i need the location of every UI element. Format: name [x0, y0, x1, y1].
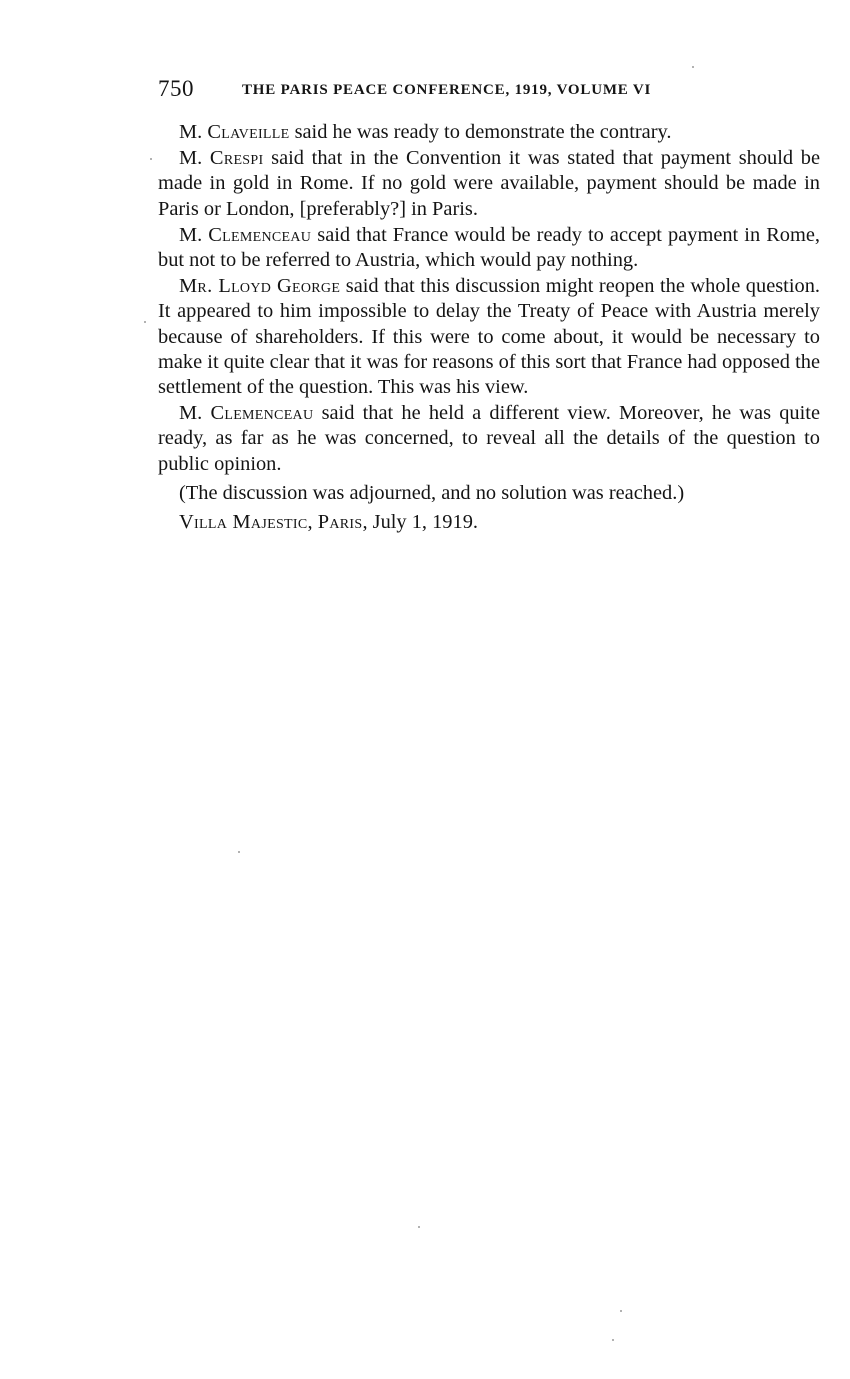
speaker-prefix: M.: [179, 402, 211, 425]
document-page: [158, 76, 820, 535]
speaker-name: Mr. Lloyd George: [179, 275, 341, 298]
closing-note: (The discussion was adjourned, and no solution was reached.): [179, 481, 685, 504]
dateline-place: Villa Majestic: [179, 511, 308, 534]
paragraph-text: said that in the Convention it was stated that payment should be made in gold in Rome. If no gold were available, payment should be made in Paris or London, [preferably?] in Paris.: [158, 147, 820, 220]
paragraph-text: said he was ready to demonstrate the contrary.: [289, 121, 672, 143]
scan-speck: [238, 851, 240, 853]
scan-speck: [612, 1339, 614, 1341]
speaker-prefix: M.: [179, 147, 210, 170]
scan-speck: [692, 66, 694, 68]
dateline: [158, 510, 820, 535]
paragraph-claveille: [158, 120, 820, 145]
dateline-date: , July 1, 1919.: [362, 511, 478, 534]
speaker-name: Clemenceau: [210, 402, 314, 425]
page-number: 750: [158, 76, 194, 101]
speaker-name: Claveille: [207, 121, 290, 143]
paragraph-text: said that he held a different view. Moreover, he was quite ready, as far as he was concerned, to reveal all the details of the question to public opinion.: [158, 402, 821, 475]
speaker-name: Clemenceau: [208, 223, 312, 246]
paragraph-text: said that this discussion might reopen the whole question. It appeared to him impossible to delay the Treaty of Peace with Austria merely because of shareholders. If this were to come about, it would be necessary to make it quite clear that it was for reasons of this sort that France had opposed the settlement of the question. This was his view.: [158, 275, 820, 399]
speaker-prefix: M.: [179, 223, 209, 246]
paragraph-clemenceau-1: [158, 223, 820, 273]
running-title: THE PARIS PEACE CONFERENCE, 1919, VOLUME VI: [242, 82, 652, 98]
paragraph-lloyd-george: [158, 274, 820, 400]
paragraph-crespi: [158, 146, 820, 222]
paragraph-clemenceau-2: [158, 401, 820, 477]
paragraph-text: said that France would be ready to accept payment in Rome, but not to be referred to Austria, which would pay nothing.: [158, 223, 820, 272]
document-body: [158, 120, 820, 535]
scan-speck: [144, 321, 146, 323]
running-head: [158, 76, 820, 106]
dateline-separator: ,: [307, 511, 318, 534]
scan-speck: [620, 1310, 622, 1312]
speaker-prefix: M.: [179, 121, 208, 143]
scan-speck: [150, 158, 152, 160]
dateline-city: Paris: [317, 511, 363, 534]
speaker-name: Crespi: [209, 147, 264, 170]
scan-speck: [418, 1226, 420, 1228]
